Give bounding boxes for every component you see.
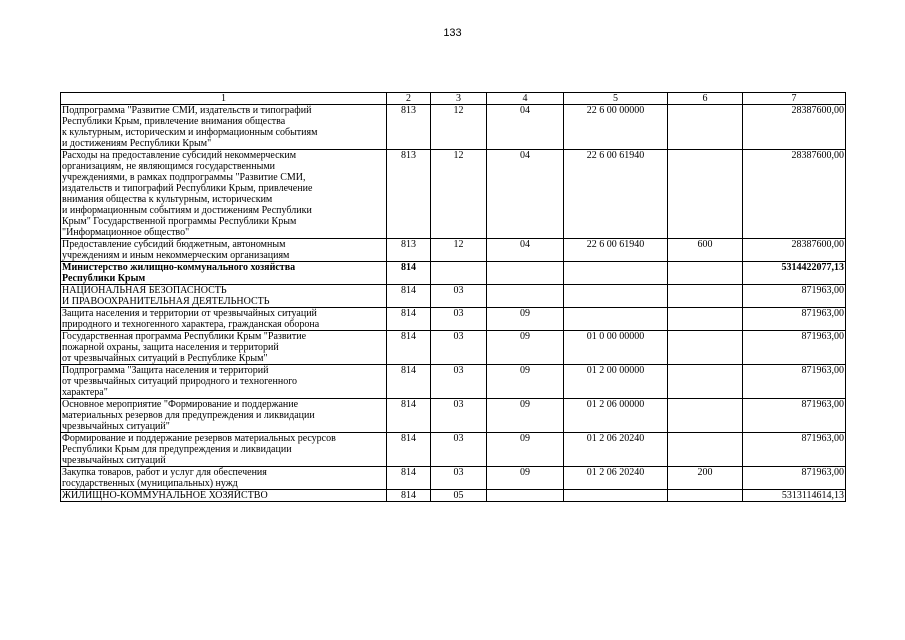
section-code bbox=[431, 262, 487, 285]
subsection-code: 09 bbox=[487, 467, 564, 490]
amount: 5314422077,13 bbox=[743, 262, 846, 285]
target-article-code: 22 6 00 61940 bbox=[564, 239, 668, 262]
expense-type-code bbox=[668, 399, 743, 433]
expense-type-code bbox=[668, 150, 743, 239]
subsection-code: 04 bbox=[487, 150, 564, 239]
section-code: 03 bbox=[431, 331, 487, 365]
amount: 871963,00 bbox=[743, 285, 846, 308]
ministry-code: 814 bbox=[387, 285, 431, 308]
expense-type-code: 200 bbox=[668, 467, 743, 490]
target-article-code: 01 2 06 20240 bbox=[564, 467, 668, 490]
column-header-3: 3 bbox=[431, 93, 487, 105]
column-header-6: 6 bbox=[668, 93, 743, 105]
expense-type-code bbox=[668, 308, 743, 331]
subsection-code: 09 bbox=[487, 433, 564, 467]
row-description: Закупка товаров, работ и услуг для обеспечения государственных (муниципальных) нужд bbox=[61, 467, 387, 490]
expense-type-code bbox=[668, 490, 743, 502]
table-row bbox=[61, 105, 846, 150]
table-row bbox=[61, 239, 846, 262]
amount: 5313114614,13 bbox=[743, 490, 846, 502]
section-code: 05 bbox=[431, 490, 487, 502]
table-row bbox=[61, 365, 846, 399]
row-description: Основное мероприятие "Формирование и поддержание материальных резервов для предупреждения и ликвидации чрезвычайных ситуаций" bbox=[61, 399, 387, 433]
target-article-code: 01 2 06 20240 bbox=[564, 433, 668, 467]
amount: 28387600,00 bbox=[743, 105, 846, 150]
amount: 871963,00 bbox=[743, 433, 846, 467]
table-row bbox=[61, 490, 846, 502]
table-row bbox=[61, 285, 846, 308]
ministry-code: 814 bbox=[387, 262, 431, 285]
column-header-7: 7 bbox=[743, 93, 846, 105]
amount: 871963,00 bbox=[743, 331, 846, 365]
amount: 871963,00 bbox=[743, 467, 846, 490]
expense-type-code bbox=[668, 331, 743, 365]
row-description: Министерство жилищно-коммунального хозяйства Республики Крым bbox=[61, 262, 387, 285]
row-description: Подпрограмма "Защита населения и территорий от чрезвычайных ситуаций природного и техногенного характера" bbox=[61, 365, 387, 399]
row-description: Защита населения и территории от чрезвычайных ситуаций природного и техногенного характера, гражданская оборона bbox=[61, 308, 387, 331]
target-article-code bbox=[564, 308, 668, 331]
ministry-code: 814 bbox=[387, 331, 431, 365]
amount: 871963,00 bbox=[743, 308, 846, 331]
amount: 28387600,00 bbox=[743, 150, 846, 239]
ministry-code: 814 bbox=[387, 308, 431, 331]
target-article-code bbox=[564, 490, 668, 502]
subsection-code: 09 bbox=[487, 399, 564, 433]
row-description: Предоставление субсидий бюджетным, автономным учреждениям и иным некоммерческим организациям bbox=[61, 239, 387, 262]
table-row bbox=[61, 150, 846, 239]
target-article-code bbox=[564, 262, 668, 285]
row-description: Формирование и поддержание резервов материальных ресурсов Республики Крым для предупреждения и ликвидации чрезвычайных ситуаций bbox=[61, 433, 387, 467]
ministry-code: 814 bbox=[387, 433, 431, 467]
subsection-code bbox=[487, 490, 564, 502]
subsection-code: 04 bbox=[487, 105, 564, 150]
budget-table bbox=[60, 92, 846, 502]
section-code: 12 bbox=[431, 239, 487, 262]
ministry-code: 813 bbox=[387, 150, 431, 239]
column-header-5: 5 bbox=[564, 93, 668, 105]
subsection-code bbox=[487, 285, 564, 308]
page-number: 133 bbox=[443, 27, 462, 39]
column-header-2: 2 bbox=[387, 93, 431, 105]
row-description: Государственная программа Республики Крым "Развитие пожарной охраны, защита населения и территорий от чрезвычайных ситуаций в Республике Крым" bbox=[61, 331, 387, 365]
target-article-code: 01 0 00 00000 bbox=[564, 331, 668, 365]
section-code: 12 bbox=[431, 150, 487, 239]
column-header-4: 4 bbox=[487, 93, 564, 105]
table-body bbox=[61, 105, 846, 502]
expense-type-code bbox=[668, 285, 743, 308]
amount: 871963,00 bbox=[743, 399, 846, 433]
section-code: 03 bbox=[431, 308, 487, 331]
expense-type-code bbox=[668, 262, 743, 285]
section-code: 03 bbox=[431, 399, 487, 433]
expense-type-code bbox=[668, 433, 743, 467]
target-article-code: 01 2 00 00000 bbox=[564, 365, 668, 399]
subsection-code bbox=[487, 262, 564, 285]
expense-type-code bbox=[668, 365, 743, 399]
table-header-row bbox=[61, 93, 846, 105]
row-description: Расходы на предоставление субсидий некоммерческим организациям, не являющимся государственными учреждениями, в рамках подпрограммы "Развитие СМИ, издательств и типографий Республики Крым, привлечение внимания общества к культурным, историческим и информационным событиям и достижениям Республики Крым" Государственной программы Республики Крым "Информационное общество" bbox=[61, 150, 387, 239]
section-code: 12 bbox=[431, 105, 487, 150]
section-code: 03 bbox=[431, 365, 487, 399]
ministry-code: 813 bbox=[387, 239, 431, 262]
target-article-code: 22 6 00 61940 bbox=[564, 150, 668, 239]
section-code: 03 bbox=[431, 285, 487, 308]
subsection-code: 09 bbox=[487, 308, 564, 331]
target-article-code bbox=[564, 285, 668, 308]
expense-type-code bbox=[668, 105, 743, 150]
table-row bbox=[61, 262, 846, 285]
column-header-1: 1 bbox=[61, 93, 387, 105]
section-code: 03 bbox=[431, 467, 487, 490]
table-row bbox=[61, 467, 846, 490]
row-description: Подпрограмма "Развитие СМИ, издательств и типографий Республики Крым, привлечение внимания общества к культурным, историческим и информационным событиям и достижениям Республики Крым" bbox=[61, 105, 387, 150]
target-article-code: 22 6 00 00000 bbox=[564, 105, 668, 150]
ministry-code: 814 bbox=[387, 365, 431, 399]
subsection-code: 09 bbox=[487, 331, 564, 365]
subsection-code: 09 bbox=[487, 365, 564, 399]
target-article-code: 01 2 06 00000 bbox=[564, 399, 668, 433]
ministry-code: 814 bbox=[387, 399, 431, 433]
amount: 28387600,00 bbox=[743, 239, 846, 262]
ministry-code: 814 bbox=[387, 490, 431, 502]
ministry-code: 813 bbox=[387, 105, 431, 150]
section-code: 03 bbox=[431, 433, 487, 467]
table-row bbox=[61, 331, 846, 365]
ministry-code: 814 bbox=[387, 467, 431, 490]
expense-type-code: 600 bbox=[668, 239, 743, 262]
row-description: ЖИЛИЩНО-КОММУНАЛЬНОЕ ХОЗЯЙСТВО bbox=[61, 490, 387, 502]
table-row bbox=[61, 433, 846, 467]
subsection-code: 04 bbox=[487, 239, 564, 262]
table-row bbox=[61, 308, 846, 331]
amount: 871963,00 bbox=[743, 365, 846, 399]
table-row bbox=[61, 399, 846, 433]
row-description: НАЦИОНАЛЬНАЯ БЕЗОПАСНОСТЬ И ПРАВООХРАНИТЕЛЬНАЯ ДЕЯТЕЛЬНОСТЬ bbox=[61, 285, 387, 308]
